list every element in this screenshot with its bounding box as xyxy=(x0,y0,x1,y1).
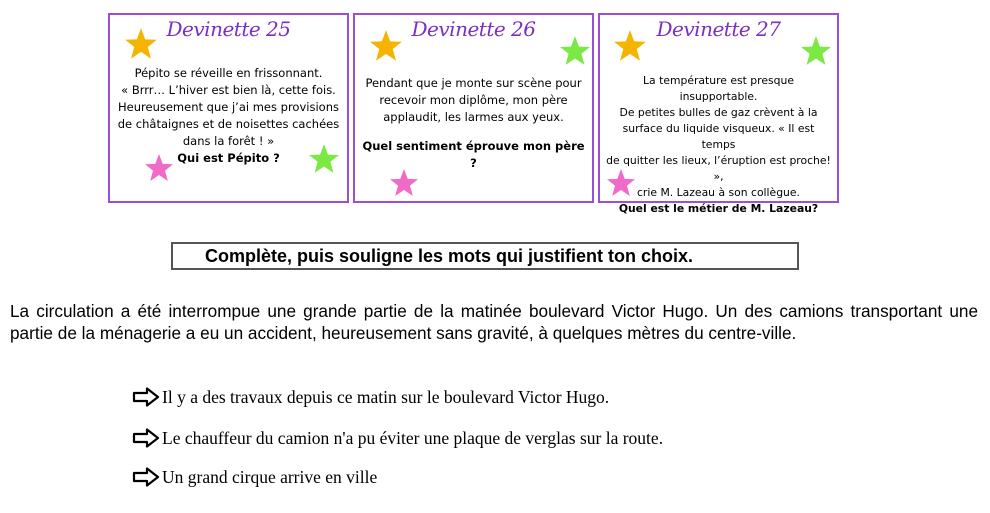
answer-option-text: Il y a des travaux depuis ce matin sur le boulevard Victor Hugo. xyxy=(162,386,610,407)
riddle-line: de châtaignes et de noisettes cachées xyxy=(117,117,340,131)
answer-option[interactable] xyxy=(132,424,663,448)
riddle-text xyxy=(116,65,341,167)
instruction-box xyxy=(171,242,799,270)
arrow-right-icon xyxy=(132,467,160,487)
riddle-text xyxy=(606,73,831,217)
riddle-line: Pépito se réveille en frissonnant. xyxy=(134,66,323,80)
answer-option-text: Un grand cirque arrive en ville xyxy=(162,466,378,487)
riddle-line: Pendant que je monte sur scène pour xyxy=(365,76,582,90)
riddle-line: De petites bulles de gaz crèvent à la xyxy=(619,106,818,119)
riddle-line: surface du liquide visqueux. « Il est temps xyxy=(622,122,815,151)
green-star-icon xyxy=(559,35,591,67)
riddle-card-26 xyxy=(353,13,594,203)
riddle-title: Devinette 26 xyxy=(411,17,536,41)
gold-star-icon xyxy=(124,27,158,61)
arrow-right-icon xyxy=(132,428,160,448)
gold-star-icon xyxy=(369,29,403,63)
gold-star-icon xyxy=(613,29,647,63)
riddle-card-27 xyxy=(598,13,839,215)
riddle-card-25 xyxy=(108,13,349,203)
instruction-text: Complète, puis souligne les mots qui justifient ton choix. xyxy=(205,246,694,266)
riddle-line: applaudit, les larmes aux yeux. xyxy=(383,110,564,124)
arrow-right-icon xyxy=(132,387,160,407)
riddle-line: Heureusement que j’ai mes provisions xyxy=(118,100,339,114)
answer-option[interactable] xyxy=(132,383,609,407)
riddle-line: recevoir mon diplôme, mon père xyxy=(379,93,568,107)
riddle-line: de quitter les lieux, l’éruption est proche! », xyxy=(606,154,831,183)
pink-star-icon xyxy=(389,168,419,198)
green-star-icon xyxy=(800,35,832,67)
riddle-title: Devinette 25 xyxy=(166,17,291,41)
reading-passage: La circulation a été interrompue une grande partie de la matinée boulevard Victor Hugo. Un des camions transportant une partie de la ménagerie a eu un accident, heureusement sans gravité, à quelques mètres du centre-ville. xyxy=(10,301,978,343)
riddle-line: crie M. Lazeau à son collègue. xyxy=(637,186,800,199)
riddle-line: dans la forêt ! » xyxy=(182,134,275,148)
riddle-title: Devinette 27 xyxy=(656,17,781,41)
riddle-line: La température est presque insupportable. xyxy=(643,74,794,103)
answer-option[interactable] xyxy=(132,463,377,487)
riddle-question: Quel sentiment éprouve mon père ? xyxy=(362,139,585,170)
answer-option-text: Le chauffeur du camion n'a pu éviter une plaque de verglas sur la route. xyxy=(162,427,664,448)
riddle-line: « Brrr… L’hiver est bien là, cette fois. xyxy=(121,83,336,97)
riddle-question: Qui est Pépito ? xyxy=(177,151,280,165)
riddle-question: Quel est le métier de M. Lazeau? xyxy=(618,202,819,215)
riddle-text xyxy=(361,75,586,172)
